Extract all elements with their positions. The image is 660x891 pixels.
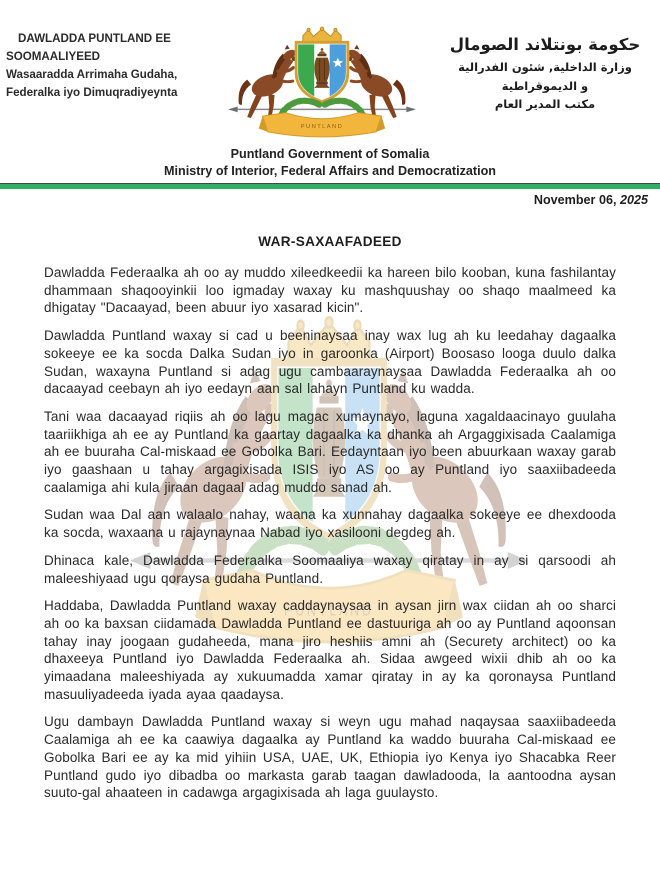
arabic-line: وزارة الداخلية, شئون الفدرالية bbox=[458, 60, 632, 74]
header-divider bbox=[0, 183, 660, 189]
ministry-caption: Ministry of Interior, Federal Affairs and Democratization bbox=[164, 164, 496, 178]
letterhead bbox=[0, 0, 660, 141]
ministry-name-somali bbox=[6, 26, 208, 102]
press-release-body bbox=[0, 264, 660, 802]
arabic-line: مكتب المدير العام bbox=[494, 97, 596, 111]
date-text: November 06, bbox=[533, 193, 617, 207]
ministry-name-arabic bbox=[436, 26, 654, 114]
page-title: WAR-SAXAAFADEED bbox=[258, 234, 402, 249]
press-release-paragraph: Haddaba, Dawladda Puntland waxay caddaynaysaa in aysan jirn wax ciidan ah oo sharci ah oo ka baxsan ciidamada Dawladda Puntland ee dastuuriga ah oo ay Puntland aqoonsan tahay inay joogaan gudaheeda, mana jiro heshiis amni ah (Securety architect) oo ka dhaxeeya Puntland iyo Dawladda Federaalka ah. Sidaa awgeed wixii dhib ah oo ka yimaadana maleeshiyada ay xukuumadda xamar qiratay in ay ka qoronaysa Puntland masuuliyadeeda iyada ayaa qaadaysa. bbox=[44, 598, 616, 702]
press-release-paragraph: Ugu dambayn Dawladda Puntland waxay si weyn ugu mahad naqaysaa saaxiibadeeda Caalamiga ah ee ka caawiya dagaalka ay Puntland ka waddo buuraha Cal-miskaad ee Gobolka Bari ee ay ka mid yihiin USA, UAE, UK, Ethiopia iyo Kenya iyo Shacabka Reer Puntland gudo iyo dibadba oo markasta garab taagan dawladooda, la aantoodna aysan suuto-gal ahaateen in cadawga argagixisada ah laga guulaysto. bbox=[44, 714, 616, 801]
arabic-line: حكومة بونتلاند الصومال bbox=[449, 35, 641, 54]
org-line: DAWLADDA PUNTLAND EE bbox=[18, 32, 171, 45]
org-line: Wasaaradda Arrimaha Gudaha, bbox=[6, 68, 178, 81]
press-release-paragraph: Tani waa dacaayad riqiis ah oo lagu magac xumaynayo, laguna xagaldaacinayo guulaha taariikhiga ah ee ay Puntland ka gaartay dagaalka ka dhanka ah Argaggixisada Caalamiga ah ee buuraha Cal-miskaad ee Gobolka Bari. Eedayntaan iyo been abuurkaan waxay garab iyo gaashaan u tahay argagixisada ISIS iyo AS oo ay Puntland iyo saaxiibadeeda caalamiga ahi kula jiraan dagaal adag muddo sanad ah. bbox=[44, 408, 616, 495]
date-year: 2025 bbox=[619, 193, 648, 207]
date-line bbox=[0, 193, 660, 207]
org-line: SOOMAALIYEED bbox=[6, 50, 101, 63]
press-release-paragraph: Dhinaca kale, Dawladda Federaalka Soomaaliya waxay qiratay in ay si qarsoodi ah maleeshiyaad ugu qoraysa gudaha Puntland. bbox=[44, 552, 616, 586]
press-release-paragraph: Dawladda Federaalka ah oo ay muddo xileedkeedii ka hareen bilo kooban, kuna fashilantay dhammaan shaqooyinkii loo igmaday waxay ku mashquushay oo shaqo maalmeed ka dhigatay "Dacaayad, been abuur iyo xasarad kicin". bbox=[44, 265, 616, 316]
org-line: Federalka iyo Dimuqradiyeynta bbox=[6, 86, 178, 99]
arabic-line: و الديموقراطية bbox=[501, 78, 589, 93]
puntland-coat-of-arms bbox=[226, 26, 418, 141]
press-release-paragraph: Sudan waa Dal aan walaalo nahay, waana ka xunnahay dagaalka sokeeye ee dhexdooda ka socda, waxaana u rajaynaynaa Nabad iyo xasilooni degdeg ah. bbox=[44, 507, 616, 541]
government-caption: Puntland Government of Somalia bbox=[230, 147, 430, 161]
emblem-container bbox=[208, 26, 436, 141]
letterhead-captions bbox=[0, 146, 660, 180]
press-release-paragraph: Dawladda Puntland waxay si cad u beeninaysaa inay wax lug ah ku leedahay dagaalka sokeeye ee ka socda Dalka Sudan iyo in garoonka (Airport) Boosaso looga duulo dalka Sudan, waxayna Puntland si adag ugu cambaaraynaysaa Dawladda Federaalka ah oo dacaayad ceebayn ah iyo eedayn aan sal lahayn Puntland ku wadda. bbox=[44, 328, 616, 397]
